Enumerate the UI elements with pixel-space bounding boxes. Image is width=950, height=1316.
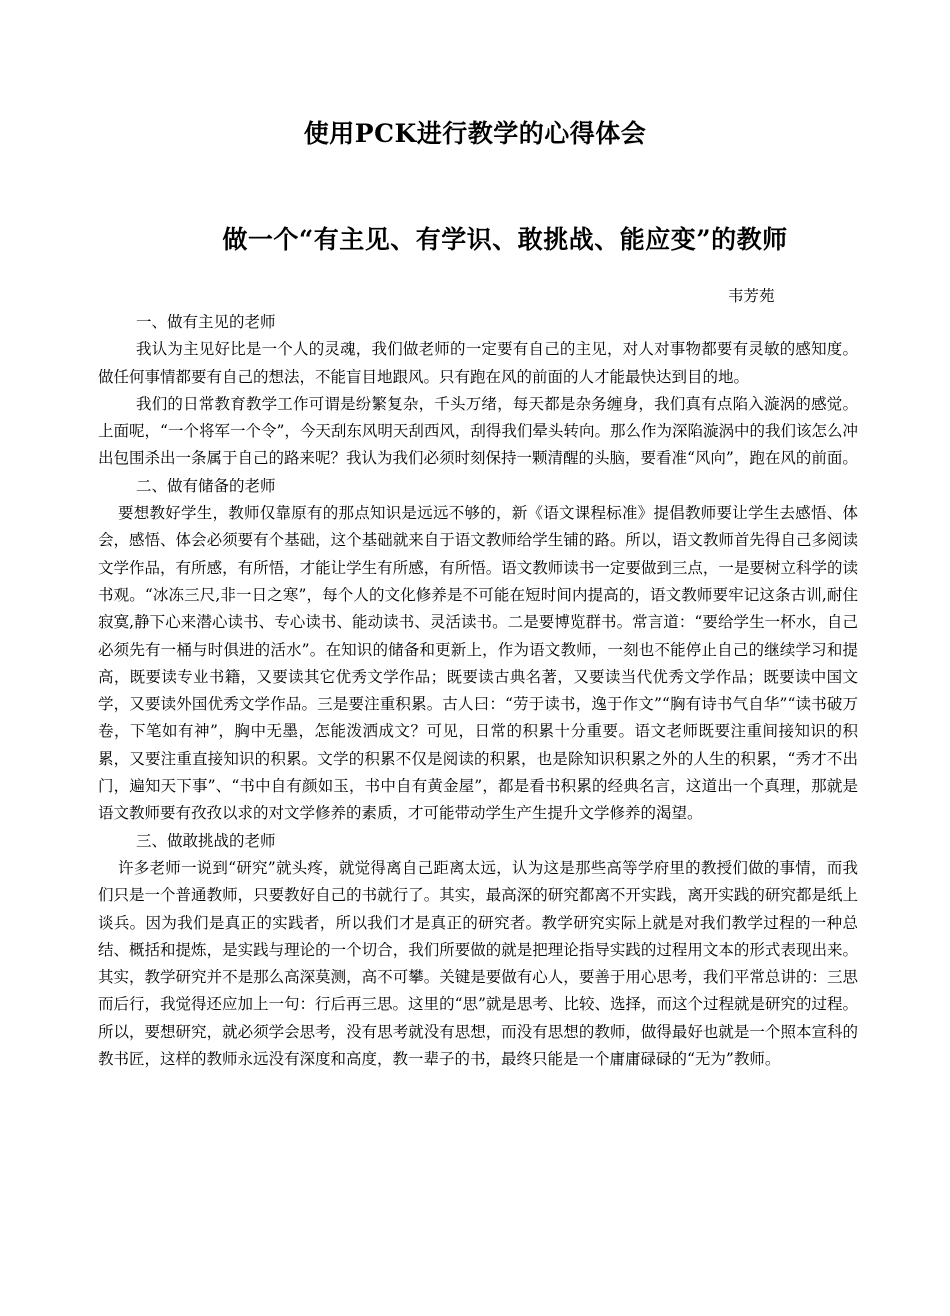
document-title: 使用PCK进行教学的心得体会 <box>303 119 647 148</box>
section-heading-1: 一、做有主见的老师 <box>136 313 276 331</box>
section-1-paragraph-2: 我们的日常教育教学工作可谓是纷繁复杂，千头万绪，每天都是杂务缠身，我们真有点陷入漩涡的感觉。上面呢，“一个将军一个令”，今天刮东风明天刮西风，刮得我们晕头转向。那么作为深陷漩涡中的我们该怎么冲出包围杀出一条属于自己的路来呢？我认为我们必须时刻保持一颗清醒的头脑，要看准“风向”，跑在风的前面。 <box>98 394 858 468</box>
document-body <box>98 309 858 1073</box>
section-3-paragraph-1: 许多老师一说到“研究”就头疼，就觉得离自己距离太远，认为这是那些高等学府里的教授们做的事情，而我们只是一个普通教师，只要教好自己的书就行了。其实，最高深的研究都离不开实践，离开实践的研究都是纸上谈兵。因为我们是真正的实践者，所以我们才是真正的研究者。教学研究实际上就是对我们教学过程的一种总结、概括和提炼，是实践与理论的一个切合，我们所要做的就是把理论指导实践的过程用文本的形式表现出来。其实，教学研究并不是那么高深莫测，高不可攀。关键是要做有心人，要善于用心思考，我们平常总讲的：三思而后行，我觉得还应加上一句：行后再三思。这里的“思”就是思考、比较、选择，而这个过程就是研究的过程。所以，要想研究，就必须学会思考，没有思考就没有思想，而没有思想的教师，做得最好也就是一个照本宣科的教书匠，这样的教师永远没有深度和高度，教一辈子的书，最终只能是一个庸庸碌碌的“无为”教师。 <box>98 858 858 1069</box>
section-1-paragraph-1: 我认为主见好比是一个人的灵魂，我们做老师的一定要有自己的主见，对人对事物都要有灵敏的感知度。做任何事情都要有自己的想法，不能盲目地跟风。只有跑在风的前面的人才能最快达到目的地。 <box>98 340 858 386</box>
author-name: 韦芳苑 <box>728 287 775 305</box>
section-heading-2: 二、做有储备的老师 <box>136 476 276 495</box>
section-2-paragraph-1: 要想教好学生，教师仅靠原有的那点知识是远远不够的，新《语文课程标准》提倡教师要让学生去感悟、体会，感悟、体会必须要有个基础，这个基础就来自于语文教师给学生铺的路。所以，语文教师首先得自己多阅读文学作品，有所感，有所悟，才能让学生有所感，有所悟。语文教师读书一定要做到三点，一是要树立科学的读书观。“冰冻三尺,非一日之寒”，每个人的文化修养是不可能在短时间内提高的，语文教师要牢记这条古训,耐住寂寞,静下心来潜心读书、专心读书、能动读书、灵活读书。二是要博览群书。常言道：“要给学生一杯水，自己必须先有一桶与时俱进的活水”。在知识的储备和更新上，作为语文教师，一刻也不能停止自己的继续学习和提高，既要读专业书籍，又要读其它优秀文学作品；既要读古典名著，又要读当代优秀文学作品；既要读中国文学，又要读外国优秀文学作品。三是要注重积累。古人曰：“劳于读书，逸于作文”“胸有诗书气自华”“读书破万卷，下笔如有神”，胸中无墨，怎能泼洒成文？可见，日常的积累十分重要。语文老师既要注重间接知识的积累，又要注重直接知识的积累。文学的积累不仅是阅读的积累，也是除知识积累之外的人生的积累，“秀才不出门，遍知天下事”、“书中自有颜如玉，书中自有黄金屋”，都是看书积累的经典名言，这道出一个真理，那就是语文教师要有孜孜以求的对文学修养的素质，才可能带动学生产生提升文学修养的渴望。 <box>98 504 858 823</box>
document-subtitle: 做一个“有主见、有学识、敢挑战、能应变”的教师 <box>222 225 788 254</box>
section-heading-3: 三、做敢挑战的老师 <box>136 831 276 850</box>
